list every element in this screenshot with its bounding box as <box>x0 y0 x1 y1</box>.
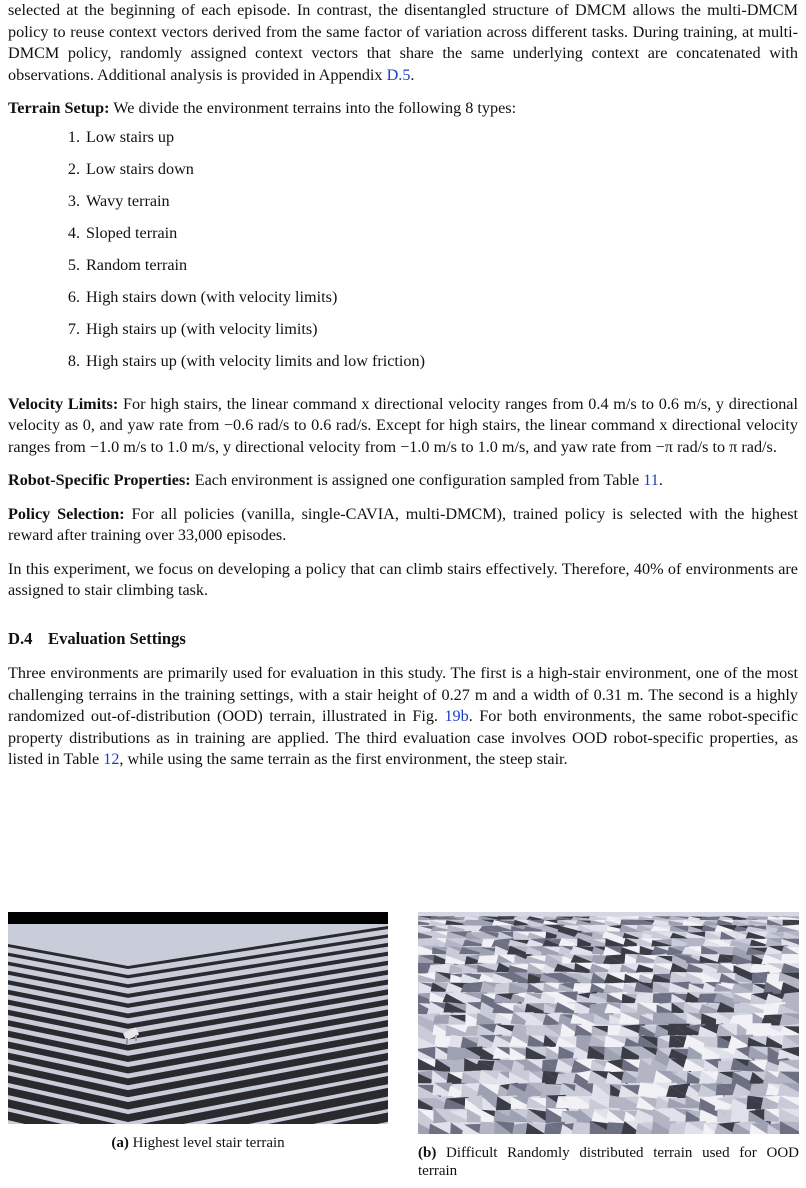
terrain-list-text: High stairs up (with velocity limits) <box>86 319 318 338</box>
figure-b-tag: (b) <box>418 1145 437 1161</box>
terrain-list-text: Low stairs up <box>86 127 175 146</box>
robot-properties-period: . <box>658 471 663 489</box>
terrain-list-text: Wavy terrain <box>86 191 170 210</box>
section-heading <box>8 628 798 650</box>
random-terrain-image <box>418 912 799 1134</box>
table-11-link[interactable]: 11 <box>643 471 659 489</box>
terrain-list-item <box>8 350 798 382</box>
terrain-setup-label: Terrain Setup: <box>8 99 110 117</box>
section-number: D.4 <box>8 628 33 648</box>
evaluation-paragraph <box>8 663 798 771</box>
terrain-list-number: 2. <box>67 159 80 178</box>
terrain-list-text: Sloped terrain <box>86 223 178 242</box>
terrain-list-number: 5. <box>67 255 80 274</box>
terrain-list-item <box>8 126 798 158</box>
terrain-list-item <box>8 318 798 350</box>
figure-row <box>8 912 798 1188</box>
sky-band <box>8 912 388 924</box>
figure-a <box>8 912 388 1152</box>
terrain-list-text: Low stairs down <box>86 159 194 178</box>
terrain-list-text: High stairs up (with velocity limits and low friction) <box>86 351 425 370</box>
terrain-list-number: 4. <box>67 223 80 242</box>
evaluation-text-1: Three environments are primarily used for evaluation in this study. The first is a high-stair environment, one of the most challenging terrains in the training settings, with a stair height of 0.27 m and a width of 0.31 m. The second is a highly randomized out-of-distribution (OOD) terrain, illustrated in Fig. <box>8 664 798 725</box>
terrain-list-number: 7. <box>67 319 80 338</box>
appendix-link[interactable]: D.5 <box>386 65 411 84</box>
terrain-list-number: 8. <box>67 351 80 370</box>
intro-period: . <box>410 65 415 84</box>
table-12-link[interactable]: 12 <box>103 750 120 768</box>
intro-text: selected at the beginning of each episode. In contrast, the disentangled structure of DMCM allows the multi-DMCM policy to reuse context vectors derived from the same factor of variation across different tasks. During training, at multi-DMCM policy, randomly assigned context vectors that share the same underlying context are concatenated with observations. Additional analysis is provided in Appendix <box>8 1 798 84</box>
figure-b-caption <box>418 1144 799 1180</box>
intro-paragraph <box>8 0 798 86</box>
figure-a-caption <box>8 1134 388 1152</box>
velocity-limits-text: For high stairs, the linear command x directional velocity ranges from 0.4 m/s to 0.6 m/s, y directional velocity as 0, and yaw rate from −0.6 rad/s to 0.6 rad/s. Except for high stairs, the linear command x directional velocity ranges from −1.0 m/s to 1.0 m/s, y directional velocity from −1.0 m/s to 1.0 m/s, and yaw rate from −π rad/s to π rad/s. <box>8 394 798 456</box>
robot-properties-text: Each environment is assigned one configuration sampled from Table <box>190 471 644 489</box>
robot-properties-label: Robot-Specific Properties: <box>8 471 191 489</box>
evaluation-text-2: . For both environments, the same robot-specific property distributions as in training are applied. The third evaluation case involves OOD robot-specific properties, as listed in Table <box>8 707 799 768</box>
policy-selection-paragraph <box>8 504 798 547</box>
figure-a-caption-text: Highest level stair terrain <box>128 1135 285 1151</box>
policy-selection-label: Policy Selection: <box>8 504 125 523</box>
terrain-list-item <box>8 158 798 190</box>
terrain-list-item <box>8 254 798 286</box>
figure-a-tag: (a) <box>111 1135 129 1151</box>
policy-selection-text: For all policies (vanilla, single-CAVIA, multi-DMCM), trained policy is selected with the highest reward after training over 33,000 episodes. <box>8 504 798 544</box>
terrain-list-number: 3. <box>67 191 80 210</box>
figure-19b-link[interactable]: 19b <box>444 707 469 725</box>
paper-page <box>8 0 798 783</box>
terrain-list-number: 1. <box>67 127 80 146</box>
evaluation-text-3: , while using the same terrain as the first environment, the steep stair. <box>119 750 568 768</box>
terrain-list-text: Random terrain <box>86 255 188 274</box>
terrain-setup-text: We divide the environment terrains into the following 8 types: <box>109 99 517 117</box>
focus-paragraph: In this experiment, we focus on developing a policy that can climb stairs effectively. Therefore, 40% of environments are assigned to stair climbing task. <box>8 559 798 599</box>
terrain-list-text: High stairs down (with velocity limits) <box>86 287 338 306</box>
terrain-list-item <box>8 222 798 254</box>
terrain-list-item <box>8 190 798 222</box>
terrain-setup-paragraph <box>8 98 798 120</box>
section-title: Evaluation Settings <box>48 628 186 648</box>
figure-b <box>418 912 799 1180</box>
terrain-type-list <box>8 126 798 382</box>
velocity-limits-label: Velocity Limits: <box>8 394 119 413</box>
velocity-limits-paragraph <box>8 394 798 459</box>
stair-terrain-image <box>8 912 388 1124</box>
figure-b-caption-text: Difficult Randomly distributed terrain used for OOD terrain <box>418 1145 799 1179</box>
terrain-list-number: 6. <box>67 287 80 306</box>
robot-properties-paragraph <box>8 470 798 492</box>
terrain-list-item <box>8 286 798 318</box>
